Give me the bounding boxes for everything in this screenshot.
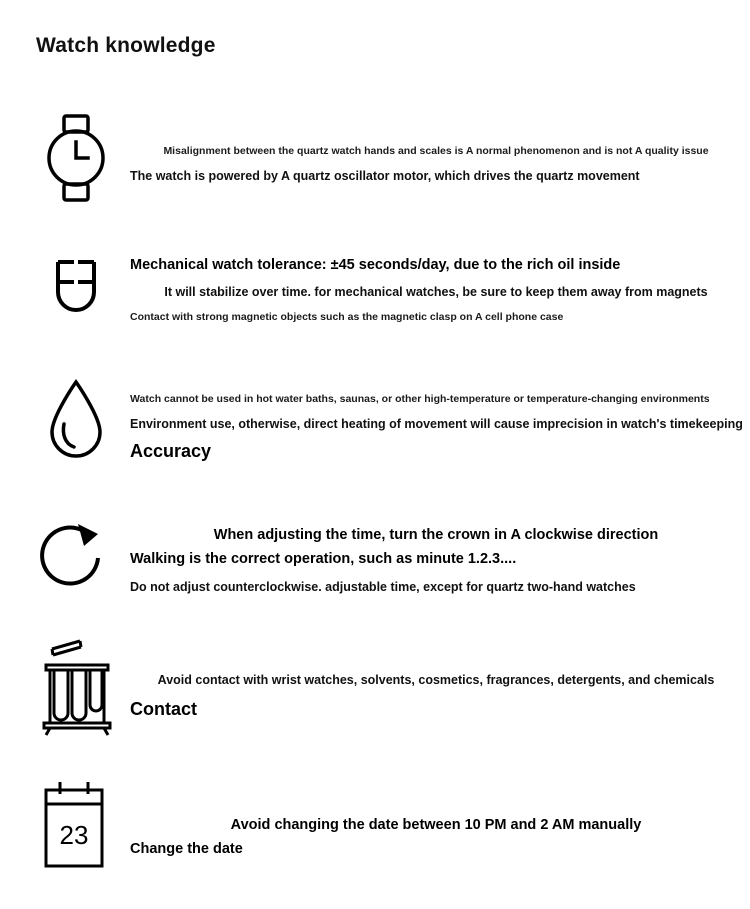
section-crown-line-1: When adjusting the time, turn the crown in A clockwise direction <box>213 527 659 543</box>
magnet-icon <box>36 238 116 338</box>
section-chemicals-line-2: Contact <box>130 698 197 719</box>
section-water-line-1: Watch cannot be used in hot water baths, saunas, or other high-temperature or temperature-changing environments <box>130 393 710 405</box>
section-crown-text <box>130 526 742 596</box>
calendar-icon <box>36 778 116 878</box>
section-magnetic-line-1: Mechanical watch tolerance: ±45 seconds/day, due to the rich oil inside <box>130 257 621 273</box>
section-crown-line-2: Walking is the correct operation, such as minute 1.2.3.... <box>130 550 517 567</box>
section-date-line-1: Avoid changing the date between 10 PM and 2 AM manually <box>230 817 642 833</box>
section-quartz-text <box>130 144 742 185</box>
watch-icon <box>36 108 116 208</box>
section-quartz-line-1: Misalignment between the quartz watch hands and scales is A normal phenomenon and is not A quality issue <box>163 145 709 157</box>
section-chemicals-line-1: Avoid contact with wrist watches, solvents, cosmetics, fragrances, detergents, and chemicals <box>157 673 715 687</box>
svg-text:23: 23 <box>59 820 89 850</box>
section-crown-line-3: Do not adjust counterclockwise. adjustable time, except for quartz two-hand watches <box>130 580 636 595</box>
clockwise-arrow-icon <box>36 508 116 608</box>
test-tubes-icon <box>36 640 116 740</box>
section-water-line-2: Environment use, otherwise, direct heating of movement will cause imprecision in watch's timekeeping <box>130 417 743 432</box>
section-chemicals-text <box>130 672 742 721</box>
water-drop-icon <box>36 370 116 470</box>
section-magnetic-line-3: Contact with strong magnetic objects such as the magnetic clasp on A cell phone case <box>130 311 564 324</box>
section-date-line-2: Change the date <box>130 840 243 857</box>
section-water-text <box>130 392 742 463</box>
section-magnetic-text <box>130 256 742 325</box>
section-magnetic-line-2: It will stabilize over time. for mechanical watches, be sure to keep them away from magnets <box>164 284 708 299</box>
section-date-text <box>130 816 742 859</box>
section-quartz-line-2: The watch is powered by A quartz oscillator motor, which drives the quartz movement <box>130 169 640 184</box>
section-water-line-3: Accuracy <box>130 441 212 462</box>
page-title: Watch knowledge <box>36 34 216 57</box>
